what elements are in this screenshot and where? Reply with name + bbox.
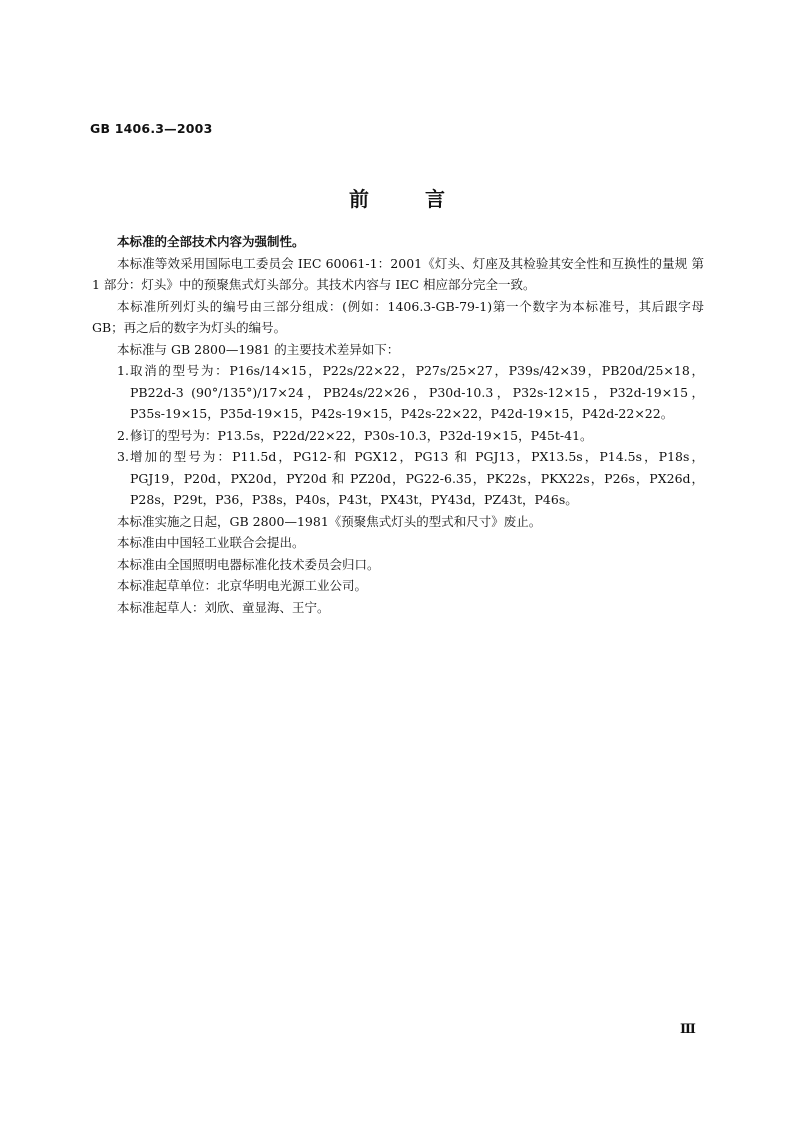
adoption-paragraph: 本标准等效采用国际电工委员会 IEC 60061-1：2001《灯头、灯座及其检验其安全性和互换性的量规 第 1 部分：灯头》中的预聚焦式灯头部分。其技术内容与 IEC 相应部分完全一致。 bbox=[92, 255, 704, 292]
committee-paragraph: 本标准由全国照明电器标准化技术委员会归口。 bbox=[117, 556, 380, 572]
title-char-1: 前 bbox=[349, 187, 369, 211]
drafting-unit-paragraph: 本标准起草单位：北京华明电光源工业公司。 bbox=[117, 578, 368, 593]
page-title bbox=[0, 183, 794, 212]
page-number: Ⅲ bbox=[680, 1022, 696, 1037]
list-item: 2. 修订的型号为：P13.5s，P22d/22×22，P30s-10.3，P32d-19×15，P45t-41。 bbox=[117, 427, 593, 443]
abolish-paragraph: 本标准实施之日起，GB 2800—1981《预聚焦式灯头的型式和尺寸》废止。 bbox=[117, 513, 542, 529]
proposer-paragraph: 本标准由中国轻工业联合会提出。 bbox=[117, 535, 305, 550]
drafters-paragraph: 本标准起草人：刘欣、童显海、王宁。 bbox=[117, 599, 330, 615]
standard-id-header: GB 1406.3—2003 bbox=[90, 121, 213, 136]
title-char-2: 言 bbox=[425, 187, 445, 211]
list-item: 3. 增加的型号为：P11.5d，PG12-和 PGX12，PG13 和 PGJ13，PX13.5s，P14.5s，P18s，PGJ19，P20d，PX20d，PY20d 和 PZ20d，PG22-6.35，PK22s，PKX22s，P26s，PX26d，P28s，P29t，P36，P38s，P40s，P43t，PX43t，PY43d，PZ43t，P46s。 bbox=[117, 449, 704, 507]
differences-list bbox=[92, 360, 704, 511]
list-item: 1. 取消的型号为：P16s/14×15，P22s/22×22，P27s/25×27，P39s/42×39，PB20d/25×18，PB22d-3 (90°/135°)/17×24，PB24s/22×26，P30d-10.3，P32s-12×15，P32d-19×15，P35s-19×15，P35d-19×15，P42s-19×15，P42s-22×22，P42d-19×15，P42d-22×22。 bbox=[117, 363, 704, 421]
numbering-paragraph: 本标准所列灯头的编号由三部分组成：(例如：1406.3-GB-79-1)第一个数字为本标准号，其后跟字母 GB；再之后的数字为灯头的编号。 bbox=[92, 298, 704, 335]
mandatory-statement: 本标准的全部技术内容为强制性。 bbox=[117, 234, 305, 249]
differences-intro: 本标准与 GB 2800—1981 的主要技术差异如下： bbox=[117, 341, 400, 357]
foreword-body bbox=[92, 231, 704, 618]
